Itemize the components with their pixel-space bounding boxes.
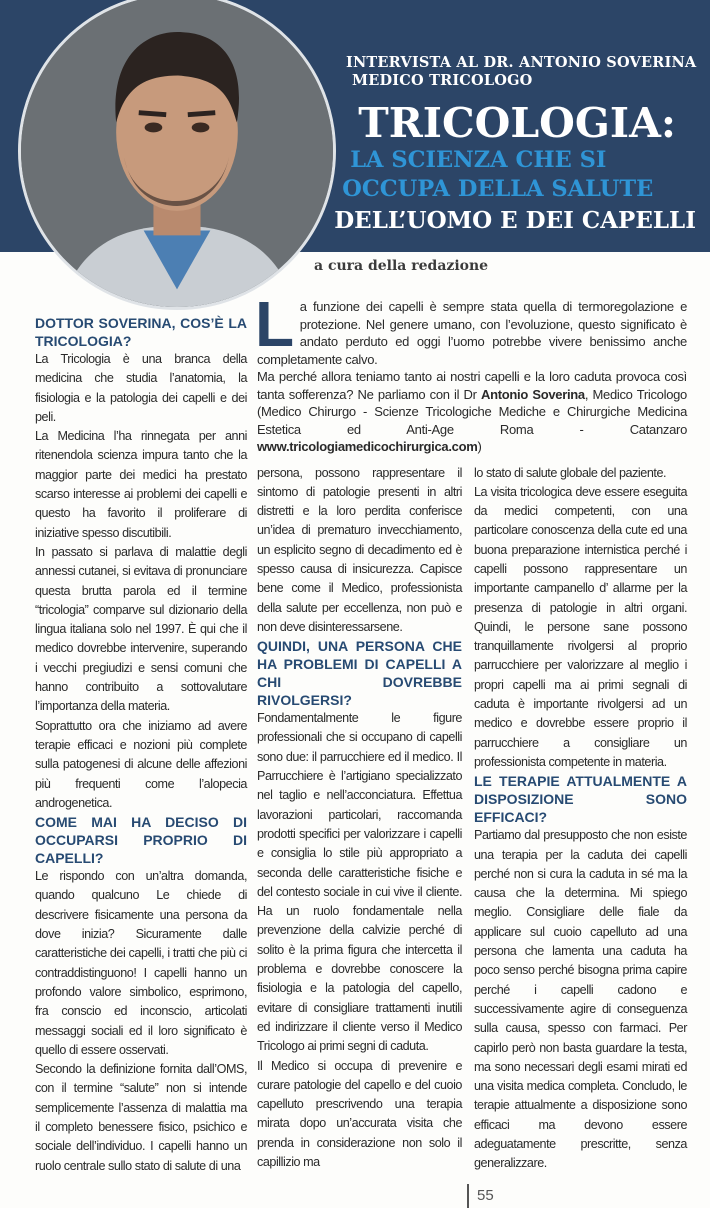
column-3 xyxy=(474,464,687,1208)
paragraph: La Tricologia è una branca della medicina che studia l’anatomia, la fisiologia e la patologia dei capelli e dei peli. xyxy=(35,352,247,424)
column-2 xyxy=(257,464,462,1173)
doctor-portrait-photo xyxy=(18,0,336,310)
intro-paragraph xyxy=(255,288,687,456)
intro-p2-text-a: Ma perché allora teniamo tanto ai nostri capelli e la loro caduta provoca così tanta sofferenza? Ne parliamo con il Dr xyxy=(257,369,687,402)
question-heading: DOTTOR SOVERINA, COS’È LA TRICOLOGIA? xyxy=(35,315,247,349)
question-heading: LE TERAPIE ATTUALMENTE A DISPOSIZIONE SONO EFFICACI? xyxy=(474,773,687,826)
kicker-line-2: MEDICO TRICOLOGO xyxy=(352,72,533,89)
intro-p2 xyxy=(257,368,687,456)
kicker-line-1: INTERVISTA AL DR. ANTONIO SOVERINA xyxy=(346,54,697,71)
paragraph: Partiamo dal presupposto che non esiste una terapia per la caduta dei capelli perché non si cura la caduta in sé ma la causa che la determina. Mi spiego meglio. Consigliare delle fiale da applicare sul cuoio capelluto ad una persona che lamenta una caduta ha poco senso perché bisogna prima capire perché i capelli cadono e successivamente agire di conseguenza sulla causa, spesso con farmaci. Per capirlo però non basta guardare la testa, ma sono necessari degli esami mirati ed una visita medica completa. Concludo, le terapie attualmente a disposizione sono efficaci ma devono essere adeguatamente prescritte, senza generalizzare. xyxy=(474,828,687,1171)
paragraph: Fondamentalmente le figure professionali che si occupano di capelli sono due: il parrucchiere ed il medico. Il Parrucchiere è l’artigiano specializzato nel taglio e nell’acconciatura. Effettua lavorazioni particolari, raccomanda prodotti specifici per valorizzare i capelli e consiglia lo stile più appropriato a seconda delle caratteristiche fisiche e del contesto sociale in cui vive il cliente. Ha un ruolo fondamentale nella prevenzione della calvizie perché di solito è la prima figura che intercetta il problema e dovrebbe conoscere la fisiologia e la patologia del capello, evitare di consigliare trattamenti inutili ed indirizzare il cliente verso il Medico Tricologo ai primi segni di caduta. xyxy=(257,711,462,1054)
article-title xyxy=(334,100,696,238)
question-heading: COME MAI HA DECISO DI OCCUPARSI PROPRIO DI CAPELLI? xyxy=(35,814,247,867)
title-subtitle-3: DELL’UOMO E DEI CAPELLI xyxy=(334,207,696,234)
paragraph: In passato si parlava di malattie degli annessi cutanei, si evitava di pronunciare questa brutta parola ed il termine “tricologia” comparve sul dizionario della lingua italiana solo nel 1997. È qui che il medico dovrebbe intervenire, superando i vecchi pregiudizi e sensi comuni che hanno contribuito a sottovalutare l’importanza della materia. xyxy=(35,544,247,714)
intro-p2-text-c: ) xyxy=(477,439,482,454)
right-article-area xyxy=(255,288,687,1208)
doctor-name: Antonio Soverina xyxy=(481,386,585,402)
article-kicker xyxy=(346,54,696,90)
title-main: TRICOLOGIA: xyxy=(358,99,677,147)
column-1 xyxy=(35,314,247,1176)
byline: a cura della redazione xyxy=(314,258,489,274)
paragraph: La visita tricologica deve essere eseguita da medici competenti, con una particolare conoscenza della cute ed una buona preparazione internistica perché i capelli possono rappresentare un importante campanello d’ allarme per la presenza di patologie in altri organi. Quindi, le persone sane possono tranquillamente rivolgersi al proprio parrucchiere per valorizzare al meglio i propri capelli ma ai primi segnali di caduta è importante rivolgersi ad un medico e dovrebbe essere proprio il parrucchiere a consigliare un professionista competente in materia. xyxy=(474,484,687,769)
intro-p1 xyxy=(255,288,687,368)
paragraph: Soprattutto ora che iniziamo ad avere terapie efficaci e nozioni più complete sulla patogenesi di alcune delle affezioni più frequenti come l’alopecia androgenetica. xyxy=(35,718,247,810)
drop-cap: L xyxy=(255,288,294,360)
paragraph: La Medicina l’ha rinnegata per anni ritenendola scienza impura tanto che la maggior parte dei medici ha prestato scarso interesse ai problemi dei capelli e questo ha favorito il proliferare di iniziative spesso discutibili. xyxy=(35,429,247,540)
lower-columns xyxy=(257,464,687,1208)
title-subtitle-2: OCCUPA DELLA SALUTE xyxy=(342,176,654,202)
page-number: 55 xyxy=(467,1184,687,1208)
paragraph: Secondo la definizione fornita dall’OMS, con il termine “salute” non si intende semplicemente l’assenza di malattia ma il completo benessere fisico, psichico e sociale dell’individuo. I capelli hanno un ruolo centrale sullo stato di salute di una xyxy=(35,1062,247,1173)
paragraph: persona, possono rappresentare il sintomo di patologie presenti in altri distretti e la loro perdita conferisce un’idea di prematuro invecchiamento, un esplicito segno di decadimento ed è spesso causa di insicurezza. Capisce bene come il Medico, professionista della salute per eccellenza, non può e non deve disinteressarsene. xyxy=(257,465,462,634)
title-subtitle-1: LA SCIENZA CHE SI xyxy=(350,147,607,173)
intro-p2-text-b: , Medico Tricologo (Medico Chirurgo - Scienze Tricologiche Mediche e Chirurgiche Medicina Estetica ed Anti-Age Roma - Catanzaro xyxy=(257,386,687,437)
paragraph: lo stato di salute globale del paziente. xyxy=(474,465,667,480)
paragraph: Il Medico si occupa di prevenire e curare patologie del capello e del cuoio capelluto prescrivendo una terapia mirata dopo un’accurata visita che prenda in considerazione non solo il capillizio ma xyxy=(257,1058,462,1169)
question-heading: QUINDI, UNA PERSONA CHE HA PROBLEMI DI CAPELLI A CHI DOVREBBE RIVOLGERSI? xyxy=(257,638,462,709)
intro-p1-text: a funzione dei capelli è sempre stata quella di termoregolazione e protezione. Nel genere umano, con l’evoluzione, questo significato è andato perduto ed oggi l’uomo potrebbe vivere benissimo anche completamente calvo. xyxy=(257,299,687,367)
paragraph: Le rispondo con un’altra domanda, quando qualcuno Le chiede di descrivere fisicamente una persona da dove inizia? Sicuramente dalle caratteristiche dei capelli, i tratti che più ci contraddistinguono! I capelli hanno un profondo valore simbolico, esprimono, fra conscio ed inconscio, articolati messaggi sociali ed il loro significato è quello di essere osservati. xyxy=(35,869,247,1057)
website-link[interactable]: www.tricologiamedicochirurgica.com xyxy=(257,439,478,454)
portrait-illustration xyxy=(21,0,333,307)
